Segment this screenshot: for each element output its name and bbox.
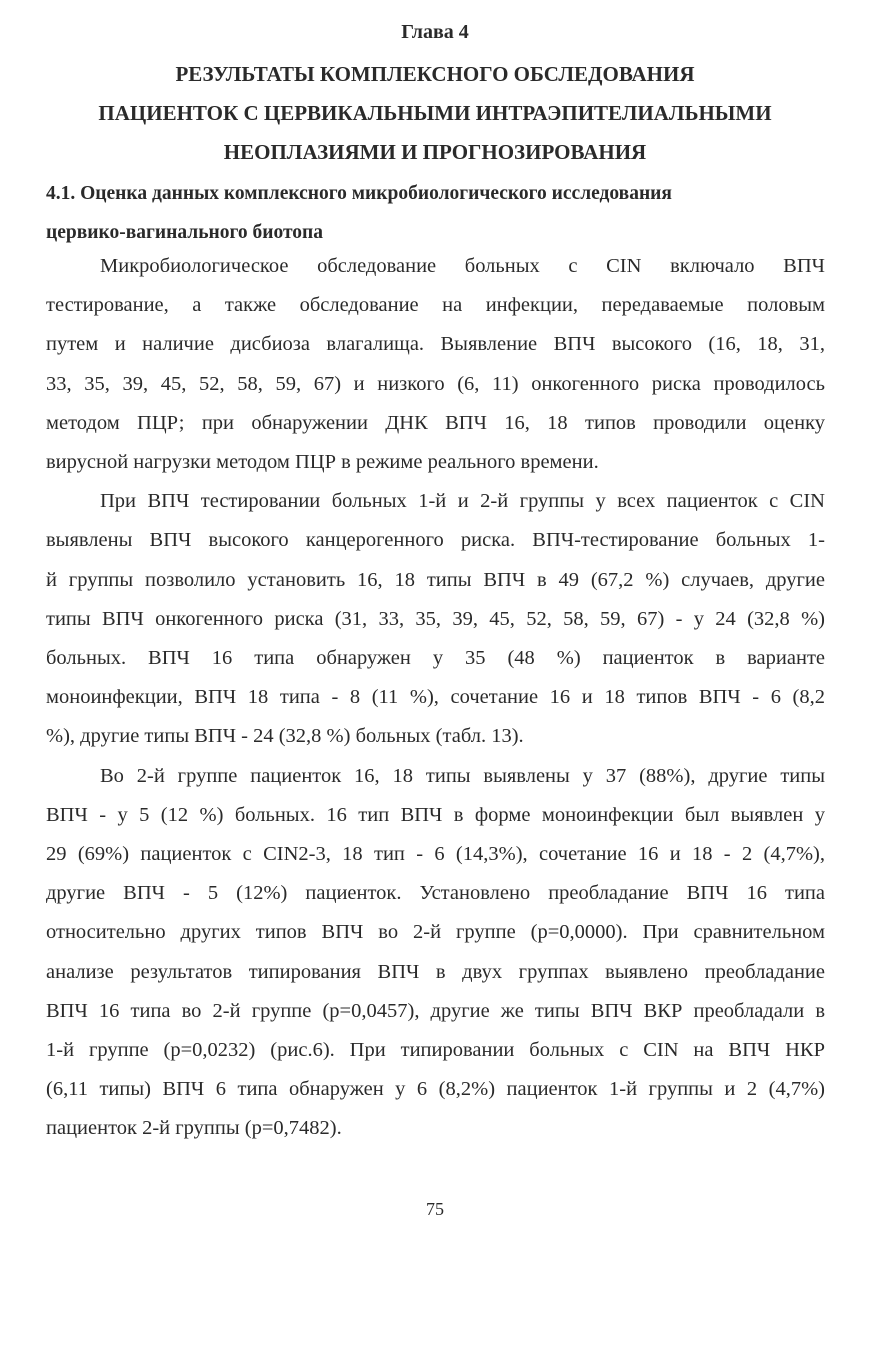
- text-line: относительно других типов ВПЧ во 2-й группе (p=0,0000). При сравнительном: [46, 921, 825, 944]
- text-line: Во 2-й группе пациенток 16, 18 типы выявлены у 37 (88%), другие типы: [100, 764, 825, 787]
- text-line: %), другие типы ВПЧ - 24 (32,8 %) больных (табл. 13).: [46, 725, 524, 748]
- text-line: (6,11 типы) ВПЧ 6 типа обнаружен у 6 (8,2%) пациенток 1-й группы и 2 (4,7%): [46, 1078, 825, 1101]
- text-line: 33, 35, 39, 45, 52, 58, 59, 67) и низкого (6, 11) онкогенного риска проводилось: [46, 372, 825, 395]
- text-line: 1-й группе (p=0,0232) (рис.6). При типировании больных с CIN на ВПЧ НКР: [46, 1039, 825, 1062]
- text-line: другие ВПЧ - 5 (12%) пациенток. Установлено преобладание ВПЧ 16 типа: [46, 882, 825, 905]
- text-line: ВПЧ 16 типа во 2-й группе (p=0,0457), другие же типы ВПЧ ВКР преобладали в: [46, 999, 825, 1022]
- section-heading-line: 4.1. Оценка данных комплексного микробиологического исследования: [46, 183, 672, 204]
- chapter-title-line: ПАЦИЕНТОК С ЦЕРВИКАЛЬНЫМИ ИНТРАЭПИТЕЛИАЛЬНЫМИ: [98, 101, 772, 125]
- paragraph: [46, 247, 825, 482]
- text-line: больных. ВПЧ 16 типа обнаружен у 35 (48 %) пациенток в варианте: [46, 647, 825, 670]
- chapter-title-line: РЕЗУЛЬТАТЫ КОМПЛЕКСНОГО ОБСЛЕДОВАНИЯ: [175, 62, 695, 86]
- text-line: моноинфекции, ВПЧ 18 типа - 8 (11 %), сочетание 16 и 18 типов ВПЧ - 6 (8,2: [46, 686, 825, 709]
- text-line: ВПЧ - у 5 (12 %) больных. 16 тип ВПЧ в форме моноинфекции был выявлен у: [46, 803, 825, 826]
- text-line: тестирование, а также обследование на инфекции, передаваемые половым: [46, 294, 825, 317]
- text-line: Микробиологическое обследование больных с CIN включало ВПЧ: [100, 255, 825, 277]
- paragraph: [46, 757, 825, 1149]
- body-text: [46, 247, 825, 1149]
- text-line: анализе результатов типирования ВПЧ в двух группах выявлено преобладание: [46, 960, 825, 983]
- text-line: методом ПЦР; при обнаружении ДНК ВПЧ 16, 18 типов проводили оценку: [46, 411, 825, 434]
- section-heading-line: цервико-вагинального биотопа: [46, 222, 324, 243]
- page-number: 75: [426, 1199, 444, 1219]
- text-line: выявлены ВПЧ высокого канцерогенного риска. ВПЧ-тестирование больных 1-: [46, 529, 825, 552]
- chapter-title: [40, 55, 830, 172]
- text-line: путем и наличие дисбиоза влагалища. Выявление ВПЧ высокого (16, 18, 31,: [46, 333, 825, 356]
- section-heading: [46, 174, 836, 252]
- chapter-title-line: НЕОПЛАЗИЯМИ И ПРОГНОЗИРОВАНИЯ: [223, 140, 647, 164]
- text-line: 29 (69%) пациенток с CIN2-3, 18 тип - 6 (14,3%), сочетание 16 и 18 - 2 (4,7%),: [46, 843, 825, 866]
- chapter-label: Глава 4: [401, 21, 469, 43]
- text-line: При ВПЧ тестировании больных 1-й и 2-й группы у всех пациенток с CIN: [100, 490, 825, 513]
- text-line: типы ВПЧ онкогенного риска (31, 33, 35, 39, 45, 52, 58, 59, 67) - у 24 (32,8 %): [46, 607, 825, 630]
- paragraph: [46, 482, 825, 756]
- text-line: й группы позволило установить 16, 18 типы ВПЧ в 49 (67,2 %) случаев, другие: [46, 568, 825, 591]
- text-line: вирусной нагрузки методом ПЦР в режиме реального времени.: [46, 451, 599, 474]
- text-line: пациенток 2-й группы (p=0,7482).: [46, 1117, 342, 1140]
